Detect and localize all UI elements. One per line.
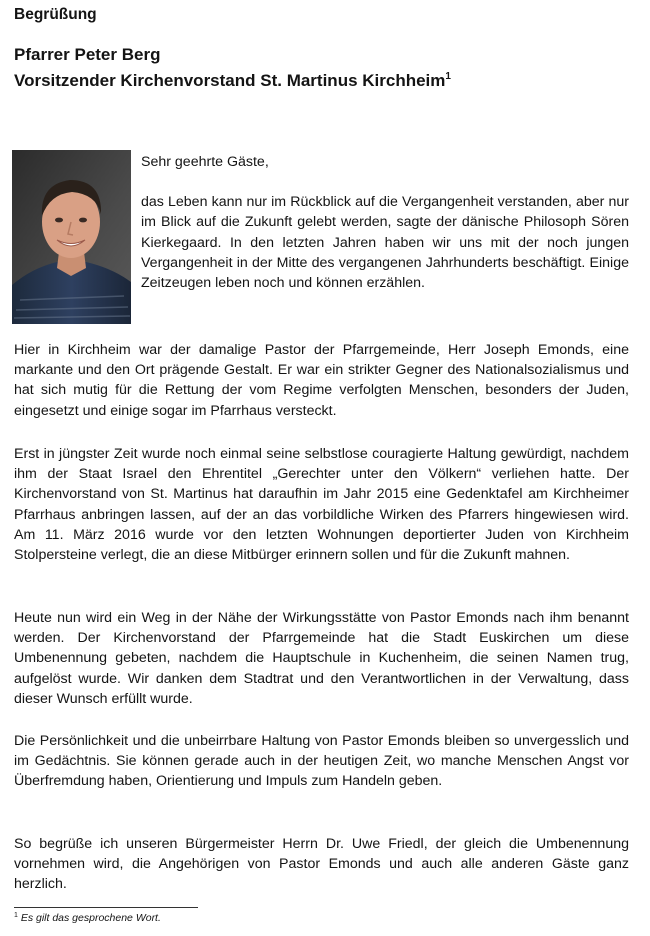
speaker-role: Vorsitzender Kirchenvorstand St. Martinus Kirchheim [14,71,446,90]
body-paragraph: Hier in Kirchheim war der damalige Pastor der Pfarrgemeinde, Herr Joseph Emonds, eine markante und den Ort prägende Gestalt. Er war ein strikter Gegner des Nationalsozialismus und hat sich mutig für die Rettung der vom Regime verfolgten Menschen, besonders der Juden, eingesetzt und einige sogar im Pfarrhaus versteckt. [14,342,629,419]
salutation: Sehr geehrte Gäste, [141,154,269,170]
footnote-reference: 1 [445,71,451,82]
footnote-text: Es gilt das gesprochene Wort. [20,912,161,924]
speaker-heading [14,44,451,92]
footnote [14,912,161,924]
body-paragraph: Erst in jüngster Zeit wurde noch einmal seine selbstlose couragierte Haltung gewürdigt, nachdem ihm der Staat Israel den Ehrentitel „Gerechter unter den Völkern“ verliehen hatte. Der Kirchenvorstand von St. Martinus hat daraufhin im Jahr 2015 eine Gedenktafel am Kirchheimer Pfarrhaus anbringen lassen, auf der an das vorbildliche Wirken des Pfarrers hingewiesen wird. Am 11. März 2016 wurde vor den letzten Wohnungen deportierter Juden von Kirchheim Stolpersteine verlegt, die an diese Mitbürger erinnern sollen und für die Zukunft mahnen. [14,446,629,564]
speaker-portrait [12,150,131,324]
intro-block [141,152,629,293]
section-label: Begrüßung [14,6,97,23]
intro-paragraph: das Leben kann nur im Rückblick auf die Vergangenheit verstanden, aber nur im Blick auf die Zukunft gelebt werden, sagte der dänische Philosoph Sören Kierkegaard. In den letzten Jahren haben wir uns mit der noch jungen Vergangenheit in der Mitte des vergangenen Jahrhunderts beschäftigt. Einige Zeitzeugen leben noch und können erzählen. [141,194,629,292]
speaker-name: Pfarrer Peter Berg [14,45,161,64]
footnote-marker: 1 [14,912,18,919]
body-paragraph: So begrüße ich unseren Bürgermeister Herrn Dr. Uwe Friedl, der gleich die Umbenennung vornehmen wird, die Angehörigen von Pastor Emonds und auch alle anderen Gäste ganz herzlich. [14,836,629,893]
body-paragraph: Die Persönlichkeit und die unbeirrbare Haltung von Pastor Emonds bleiben so unvergesslich und im Gedächtnis. Sie können gerade auch in der heutigen Zeit, wo manche Menschen Angst vor Überfremdung haben, Orientierung und Impuls zum Handeln geben. [14,733,629,790]
body-paragraph: Heute nun wird ein Weg in der Nähe der Wirkungsstätte von Pastor Emonds nach ihm benannt werden. Der Kirchenvorstand der Pfarrgemeinde hat die Stadt Euskirchen um diese Umbenennung gebeten, nachdem die Hauptschule in Kuchenheim, die seinen Namen trug, aufgelöst wurde. Wir danken dem Stadtrat und den Verantwortlichen in der Verwaltung, dass dieser Wunsch erfüllt wurde. [14,610,629,707]
footnote-divider [14,907,198,908]
